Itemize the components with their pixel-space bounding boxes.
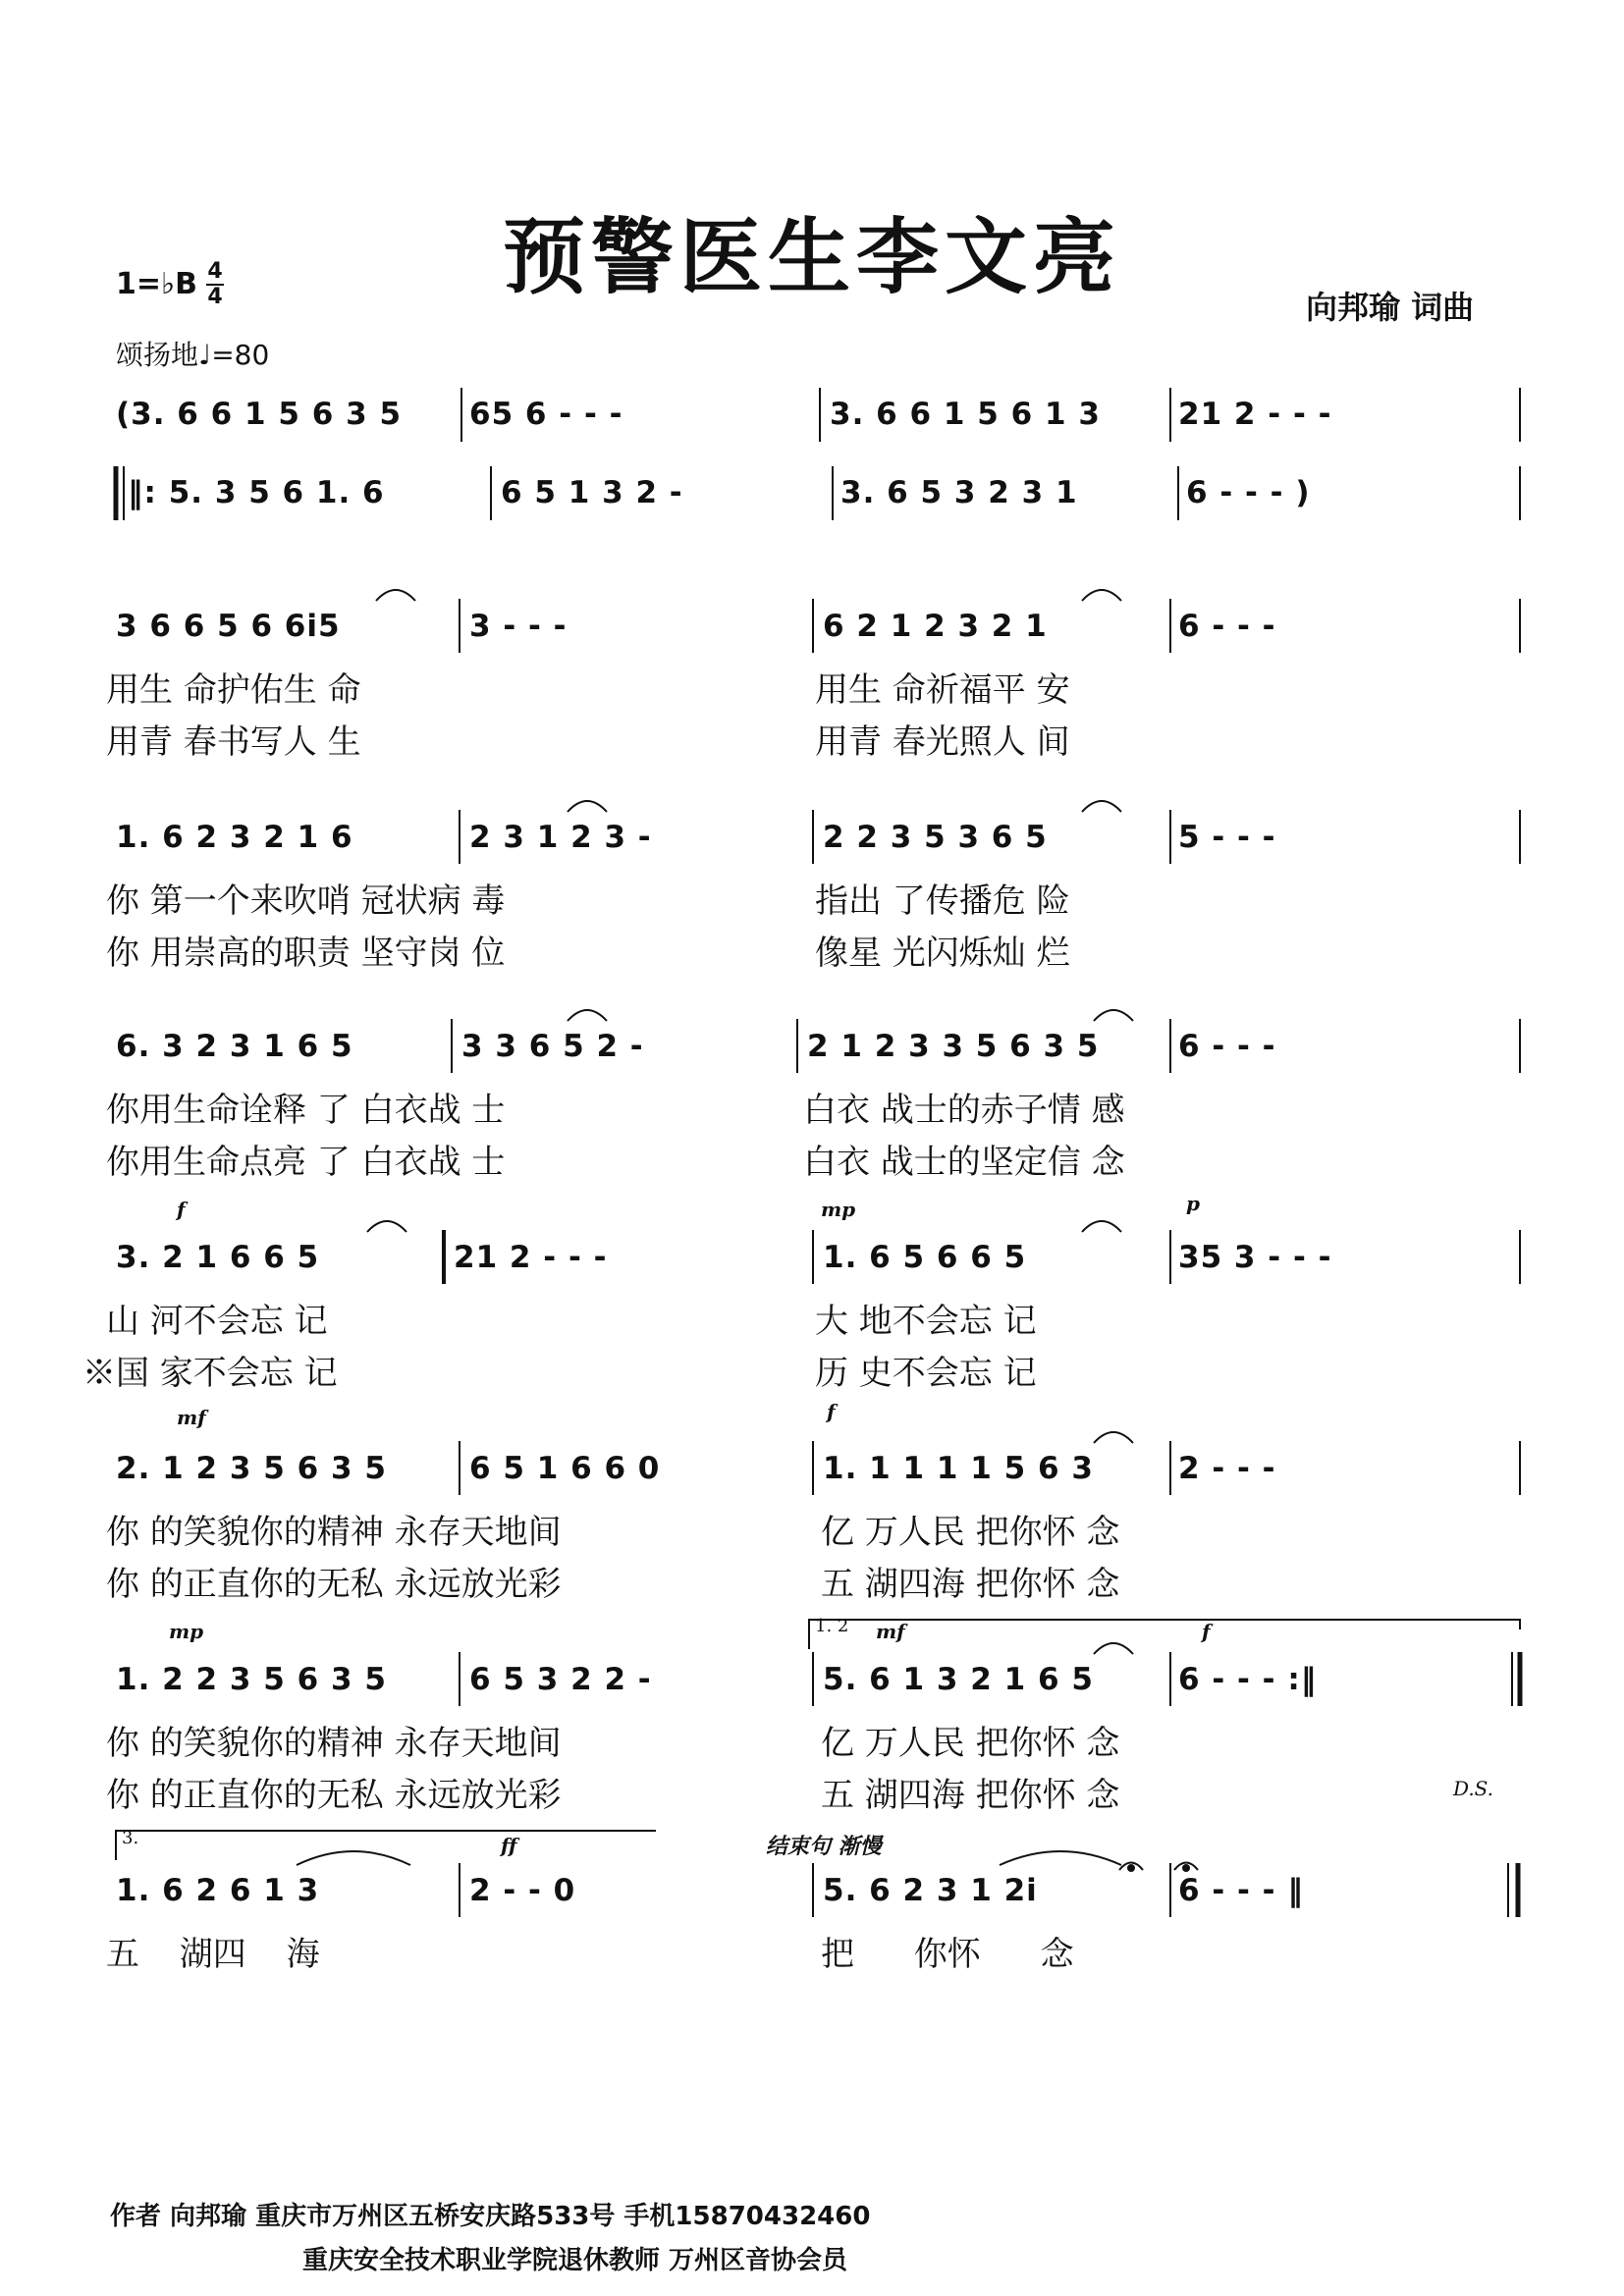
dal-segno-mark: D.S. bbox=[1453, 1777, 1494, 1800]
row4-measure1: 1. 6 2 3 2 1 6 bbox=[116, 820, 353, 855]
row8-measure4: 6 - - - :‖ bbox=[1178, 1662, 1318, 1697]
row9-dynamic-1: ff bbox=[501, 1834, 517, 1857]
time-signature-top: 4 bbox=[207, 259, 223, 284]
row6-dynamic-3: p bbox=[1186, 1192, 1200, 1215]
page-title: 预警医生李文亮 bbox=[502, 208, 1121, 305]
time-signature-bottom: 4 bbox=[207, 285, 223, 309]
row6-lyric2-a: ※国 家不会忘 记 bbox=[82, 1354, 338, 1393]
row7-lyric2-a: 你 的正直你的无私 永远放光彩 bbox=[106, 1565, 562, 1604]
row3-measure1: 3 6 6 5 6 6i5 bbox=[116, 609, 341, 644]
row6-lyric2-b: 历 史不会忘 记 bbox=[815, 1354, 1037, 1393]
row3-lyric1-b: 用生 命祈福平 安 bbox=[815, 670, 1070, 710]
row5-lyric1-b: 白衣 战士的赤子情 感 bbox=[803, 1091, 1125, 1130]
row5-measure4: 6 - - - bbox=[1178, 1029, 1276, 1064]
row1-measure4: 21 2 - - - bbox=[1178, 397, 1332, 432]
footer-line-2: 重庆安全技术职业学院退休教师 万州区音协会员 bbox=[302, 2246, 848, 2275]
row4-lyric1-a: 你 第一个来吹哨 冠状病 毒 bbox=[106, 881, 506, 921]
row6-measure3: 1. 6 5 6 6 5 bbox=[823, 1240, 1027, 1275]
row9-measure4: 6 - - - ‖ bbox=[1178, 1873, 1304, 1908]
row8-lyric1-b: 亿 万人民 把你怀 念 bbox=[821, 1724, 1120, 1763]
row3-measure4: 6 - - - bbox=[1178, 609, 1276, 644]
row5-measure3: 2 1 2 3 3 5 6 3 5 bbox=[807, 1029, 1100, 1064]
row1-measure3: 3. 6 6 1 5 6 1 3 bbox=[830, 397, 1101, 432]
row5-lyric2-b: 白衣 战士的坚定信 念 bbox=[803, 1143, 1125, 1182]
row2-measure3: 3. 6 5 3 2 3 1 bbox=[840, 475, 1078, 510]
key-signature: 1=♭B bbox=[116, 267, 198, 301]
row7-measure1: 2. 1 2 3 5 6 3 5 bbox=[116, 1451, 387, 1486]
row7-lyric1-a: 你 的笑貌你的精神 永存天地间 bbox=[106, 1513, 562, 1552]
row5-measure1: 6. 3 2 3 1 6 5 bbox=[116, 1029, 353, 1064]
row4-measure3: 2 2 3 5 3 6 5 bbox=[823, 820, 1048, 855]
row6-lyric1-a: 山 河不会忘 记 bbox=[106, 1302, 328, 1341]
row8-measure1: 1. 2 2 3 5 6 3 5 bbox=[116, 1662, 387, 1697]
row9-volta-label: 3. bbox=[122, 1828, 139, 1848]
row6-measure2: 21 2 - - - bbox=[454, 1240, 608, 1275]
row3-measure2: 3 - - - bbox=[469, 609, 568, 644]
footer-line-1: 作者 向邦瑜 重庆市万州区五桥安庆路533号 手机15870432460 bbox=[110, 2202, 871, 2231]
row2-measure4: 6 - - - ) bbox=[1186, 475, 1311, 510]
row9-measure3: 5. 6 2 3 1 2i bbox=[823, 1873, 1038, 1908]
row8-measure2: 6 5 3 2 2 - bbox=[469, 1662, 652, 1697]
row2-measure1: ‖: 5. 3 5 6 1. 6 bbox=[128, 475, 385, 510]
row8-volta-label: 1. 2 bbox=[815, 1616, 849, 1636]
row6-dynamic-1: f bbox=[177, 1198, 186, 1221]
row6-measure1: 3. 2 1 6 6 5 bbox=[116, 1240, 320, 1275]
row5-lyric2-a: 你用生命点亮 了 白衣战 士 bbox=[106, 1143, 506, 1182]
row8-dynamic-3: f bbox=[1202, 1620, 1211, 1643]
row7-lyric2-b: 五 湖四海 把你怀 念 bbox=[821, 1565, 1120, 1604]
row5-measure2: 3 3 6 5 2 - bbox=[461, 1029, 644, 1064]
row7-dynamic-2: f bbox=[827, 1400, 836, 1423]
row5-lyric1-a: 你用生命诠释 了 白衣战 士 bbox=[106, 1091, 506, 1130]
row7-measure4: 2 - - - bbox=[1178, 1451, 1276, 1486]
row4-measure4: 5 - - - bbox=[1178, 820, 1276, 855]
row6-dynamic-2: mp bbox=[821, 1198, 856, 1221]
row8-lyric1-a: 你 的笑貌你的精神 永存天地间 bbox=[106, 1724, 562, 1763]
row3-lyric2-a: 用青 春书写人 生 bbox=[106, 722, 361, 762]
row4-lyric2-b: 像星 光闪烁灿 烂 bbox=[815, 934, 1070, 973]
row7-measure3: 1. 1 1 1 1 5 6 3 bbox=[823, 1451, 1094, 1486]
ending-tempo-text: 结束句 渐慢 bbox=[766, 1834, 882, 1859]
row4-lyric1-b: 指出 了传播危 险 bbox=[815, 881, 1070, 921]
row2-measure2: 6 5 1 3 2 - bbox=[501, 475, 683, 510]
row9-measure1: 1. 6 2 6 1 3 bbox=[116, 1873, 320, 1908]
row9-lyric1-b: 把 你怀 念 bbox=[821, 1935, 1074, 1974]
row9-lyric1-a: 五 湖四 海 bbox=[106, 1935, 320, 1974]
row3-measure3: 6 2 1 2 3 2 1 bbox=[823, 609, 1048, 644]
row3-lyric1-a: 用生 命护佑生 命 bbox=[106, 670, 361, 710]
row4-measure2: 2 3 1 2 3 - bbox=[469, 820, 652, 855]
row8-lyric2-a: 你 的正直你的无私 永远放光彩 bbox=[106, 1776, 562, 1815]
row6-measure4: 35 3 - - - bbox=[1178, 1240, 1332, 1275]
author-credit: 向邦瑜 词曲 bbox=[1306, 289, 1475, 326]
row8-dynamic-1: mp bbox=[169, 1620, 204, 1643]
row8-lyric2-b: 五 湖四海 把你怀 念 bbox=[821, 1776, 1120, 1815]
tempo-marking: 颂扬地♩=80 bbox=[116, 339, 270, 371]
row7-lyric1-b: 亿 万人民 把你怀 念 bbox=[821, 1513, 1120, 1552]
row4-lyric2-a: 你 用崇高的职责 坚守岗 位 bbox=[106, 934, 506, 973]
row1-measure1: (3. 6 6 1 5 6 3 5 bbox=[116, 397, 403, 432]
row6-lyric1-b: 大 地不会忘 记 bbox=[815, 1302, 1037, 1341]
row8-measure3: 5. 6 1 3 2 1 6 5 bbox=[823, 1662, 1094, 1697]
row8-dynamic-2: mf bbox=[876, 1620, 905, 1643]
row9-measure2: 2 - - 0 bbox=[469, 1873, 576, 1908]
row7-dynamic-1: mf bbox=[177, 1406, 206, 1429]
row3-lyric2-b: 用青 春光照人 间 bbox=[815, 722, 1070, 762]
row1-measure2: 65 6 - - - bbox=[469, 397, 623, 432]
row7-measure2: 6 5 1 6 6 0 bbox=[469, 1451, 661, 1486]
